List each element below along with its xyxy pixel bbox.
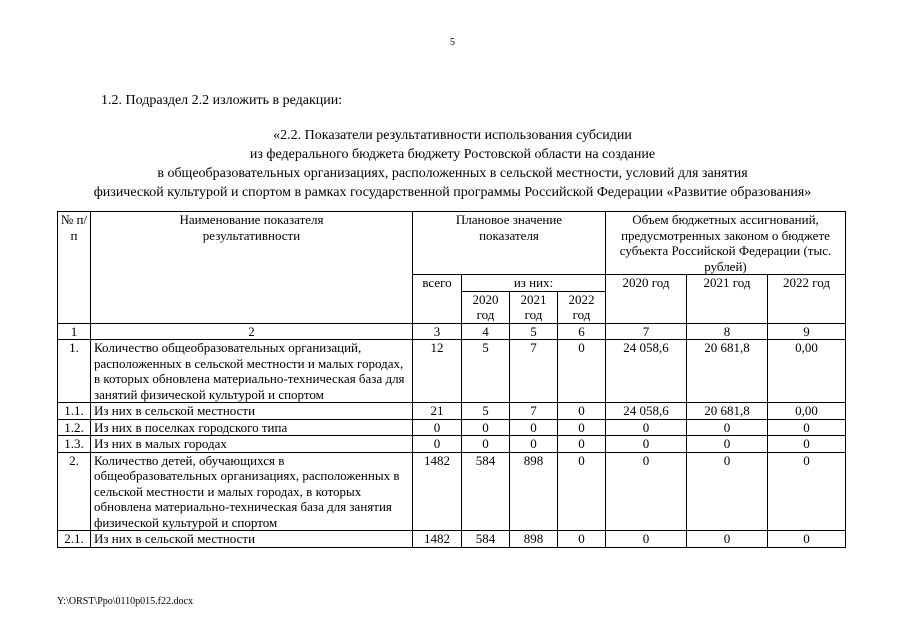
row-plan-2022: 0 [558, 436, 606, 453]
page-number: 5 [450, 37, 455, 48]
row-budget-2020: 24 058,6 [606, 403, 687, 420]
header-budget: Объем бюджетных ассигнований, предусмотренных законом о бюджете субъекта Российской Федерации (тыс. рублей) [606, 212, 846, 275]
row-total: 1482 [413, 531, 462, 548]
row-total: 0 [413, 436, 462, 453]
row-plan-2020: 5 [462, 403, 510, 420]
row-total: 0 [413, 419, 462, 436]
header-plan: Плановое значение показателя [413, 212, 606, 275]
row-budget-2020: 24 058,6 [606, 340, 687, 403]
header-plan-2020: 2020 год [462, 291, 510, 323]
row-budget-2020: 0 [606, 452, 687, 531]
row-budget-2020: 0 [606, 436, 687, 453]
header-row-1 [58, 212, 846, 275]
row-plan-2020: 0 [462, 436, 510, 453]
row-plan-2020: 0 [462, 419, 510, 436]
header-budget-2021: 2021 год [687, 275, 768, 324]
header-name: Наименование показателя результативности [91, 212, 413, 324]
table-body [58, 340, 846, 548]
row-number: 2. [58, 452, 91, 531]
row-number: 1.1. [58, 403, 91, 420]
header-plan-2022: 2022 год [558, 291, 606, 323]
row-budget-2021: 0 [687, 419, 768, 436]
header-num: № п/п [58, 212, 91, 324]
row-budget-2022: 0 [768, 436, 846, 453]
heading-line-1: «2.2. Показатели результативности использования субсидии [273, 128, 632, 143]
row-budget-2022: 0 [768, 452, 846, 531]
row-indicator-name: Количество общеобразовательных организаций, расположенных в сельской местности и малых городах, в которых обновлена материально-техническая база для занятий физической культурой и спортом [91, 340, 413, 403]
row-indicator-name: Из них в сельской местности [91, 531, 413, 548]
table-row [58, 531, 846, 548]
row-plan-2021: 0 [510, 419, 558, 436]
header-plan-2021: 2021 год [510, 291, 558, 323]
row-plan-2021: 7 [510, 403, 558, 420]
col-number: 4 [462, 323, 510, 340]
row-number: 1.3. [58, 436, 91, 453]
row-plan-2020: 584 [462, 452, 510, 531]
heading-line-2: из федерального бюджета бюджету Ростовской области на создание [249, 147, 656, 162]
table-row [58, 419, 846, 436]
row-total: 1482 [413, 452, 462, 531]
row-number: 2.1. [58, 531, 91, 548]
row-budget-2022: 0,00 [768, 403, 846, 420]
heading-line-3: в общеобразовательных организациях, расположенных в сельской местности, условий для занятия [157, 166, 748, 181]
row-budget-2021: 20 681,8 [687, 340, 768, 403]
table-row [58, 403, 846, 420]
header-budget-2020: 2020 год [606, 275, 687, 324]
row-budget-2020: 0 [606, 531, 687, 548]
row-plan-2020: 5 [462, 340, 510, 403]
row-plan-2022: 0 [558, 452, 606, 531]
row-budget-2021: 0 [687, 452, 768, 531]
heading-line-4: физической культурой и спортом в рамках государственной программы Российской Федерации «Развитие образования» [93, 185, 812, 200]
table-row [58, 340, 846, 403]
row-budget-2020: 0 [606, 419, 687, 436]
file-path-footer: Y:\ORST\Ppo\0110p015.f22.docx [57, 596, 193, 607]
col-number: 8 [687, 323, 768, 340]
col-number: 3 [413, 323, 462, 340]
row-budget-2021: 20 681,8 [687, 403, 768, 420]
row-budget-2022: 0 [768, 419, 846, 436]
table-row [58, 452, 846, 531]
section-heading [40, 126, 865, 202]
row-number: 1.2. [58, 419, 91, 436]
col-number: 6 [558, 323, 606, 340]
indicators-table [57, 211, 846, 548]
row-total: 21 [413, 403, 462, 420]
row-indicator-name: Из них в малых городах [91, 436, 413, 453]
row-plan-2022: 0 [558, 531, 606, 548]
column-numbers-row [58, 323, 846, 340]
col-number: 7 [606, 323, 687, 340]
row-plan-2021: 0 [510, 436, 558, 453]
row-number: 1. [58, 340, 91, 403]
row-plan-2021: 7 [510, 340, 558, 403]
row-plan-2020: 584 [462, 531, 510, 548]
col-number: 5 [510, 323, 558, 340]
row-indicator-name: Из них в сельской местности [91, 403, 413, 420]
row-budget-2022: 0 [768, 531, 846, 548]
row-total: 12 [413, 340, 462, 403]
row-plan-2021: 898 [510, 452, 558, 531]
header-total: всего [413, 275, 462, 324]
intro-paragraph: 1.2. Подраздел 2.2 изложить в редакции: [101, 93, 343, 108]
row-plan-2021: 898 [510, 531, 558, 548]
col-number: 1 [58, 323, 91, 340]
row-plan-2022: 0 [558, 419, 606, 436]
row-budget-2021: 0 [687, 531, 768, 548]
header-of-which: из них: [462, 275, 606, 292]
row-budget-2021: 0 [687, 436, 768, 453]
col-number: 9 [768, 323, 846, 340]
col-number: 2 [91, 323, 413, 340]
header-budget-2022: 2022 год [768, 275, 846, 324]
row-budget-2022: 0,00 [768, 340, 846, 403]
row-plan-2022: 0 [558, 340, 606, 403]
row-indicator-name: Количество детей, обучающихся в общеобразовательных организациях, расположенных в сельской местности и малых городах, в которых обновлена материально-техническая база для занятия физической культурой и спортом [91, 452, 413, 531]
row-plan-2022: 0 [558, 403, 606, 420]
row-indicator-name: Из них в поселках городского типа [91, 419, 413, 436]
table-row [58, 436, 846, 453]
